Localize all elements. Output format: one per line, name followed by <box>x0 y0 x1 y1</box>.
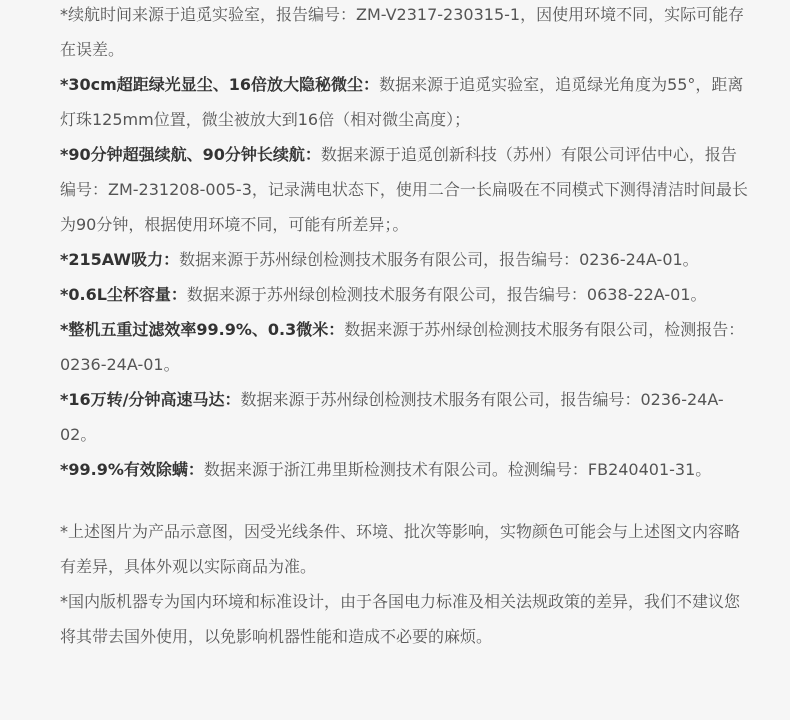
note-label: *90分钟超强续航、90分钟长续航： <box>60 145 321 164</box>
note-text: 数据来源于苏州绿创检测技术服务有限公司，报告编号：0638-22A-01。 <box>186 285 707 304</box>
note-text: 数据来源于苏州绿创检测技术服务有限公司，检测报告：0236-24A-01。 <box>60 320 745 374</box>
disclaimer-text: *上述图片为产品示意图，因受光线条件、环境、批次等影响，实物颜色可能会与上述图文内容略有差异，具体外观以实际商品为准。 <box>60 522 741 576</box>
note-motor <box>60 382 750 452</box>
note-text: 数据来源于苏州绿创检测技术服务有限公司，报告编号：0236-24A-02。 <box>60 390 724 444</box>
disclaimer-domestic <box>60 584 750 654</box>
note-text: 数据来源于浙江弗里斯检测技术有限公司。检测编号：FB240401-31。 <box>203 460 712 479</box>
note-filtration <box>60 312 750 382</box>
note-label: *30cm超距绿光显尘、16倍放大隐秘微尘： <box>60 75 380 94</box>
note-label: *整机五重过滤效率99.9%、0.3微米： <box>60 320 345 339</box>
note-text: 数据来源于追觅创新科技（苏州）有限公司评估中心，报告编号：ZM-231208-005-3，记录满电状态下，使用二合一长扁吸在不同模式下测得清洁时间最长为90分钟，根据使用环境不同，可能有所差异；。 <box>60 145 748 234</box>
note-text: 数据来源于苏州绿创检测技术服务有限公司，报告编号：0236-24A-01。 <box>179 250 699 269</box>
note-label: *16万转/分钟高速马达： <box>60 390 241 409</box>
note-label: *0.6L尘杯容量： <box>60 285 187 304</box>
note-mite-removal <box>60 452 750 487</box>
disclaimer-text: *国内版机器专为国内环境和标准设计，由于各国电力标准及相关法规政策的差异，我们不建议您将其带去国外使用，以免影响机器性能和造成不必要的麻烦。 <box>60 592 741 646</box>
footnotes-section <box>60 0 750 654</box>
note-battery-life <box>60 0 750 67</box>
note-dust-cup <box>60 277 750 312</box>
disclaimer-image <box>60 514 750 584</box>
note-label: *99.9%有效除螨： <box>60 460 204 479</box>
note-label: *215AW吸力： <box>60 250 180 269</box>
note-suction <box>60 242 750 277</box>
note-green-light <box>60 67 750 137</box>
note-text: *续航时间来源于追觅实验室，报告编号：ZM-V2317-230315-1，因使用环境不同，实际可能存在误差。 <box>60 5 745 59</box>
note-text: 数据来源于追觅实验室，追觅绿光角度为55°，距离灯珠125mm位置，微尘被放大到16倍（相对微尘高度）； <box>60 75 744 129</box>
note-90-minutes <box>60 137 750 242</box>
